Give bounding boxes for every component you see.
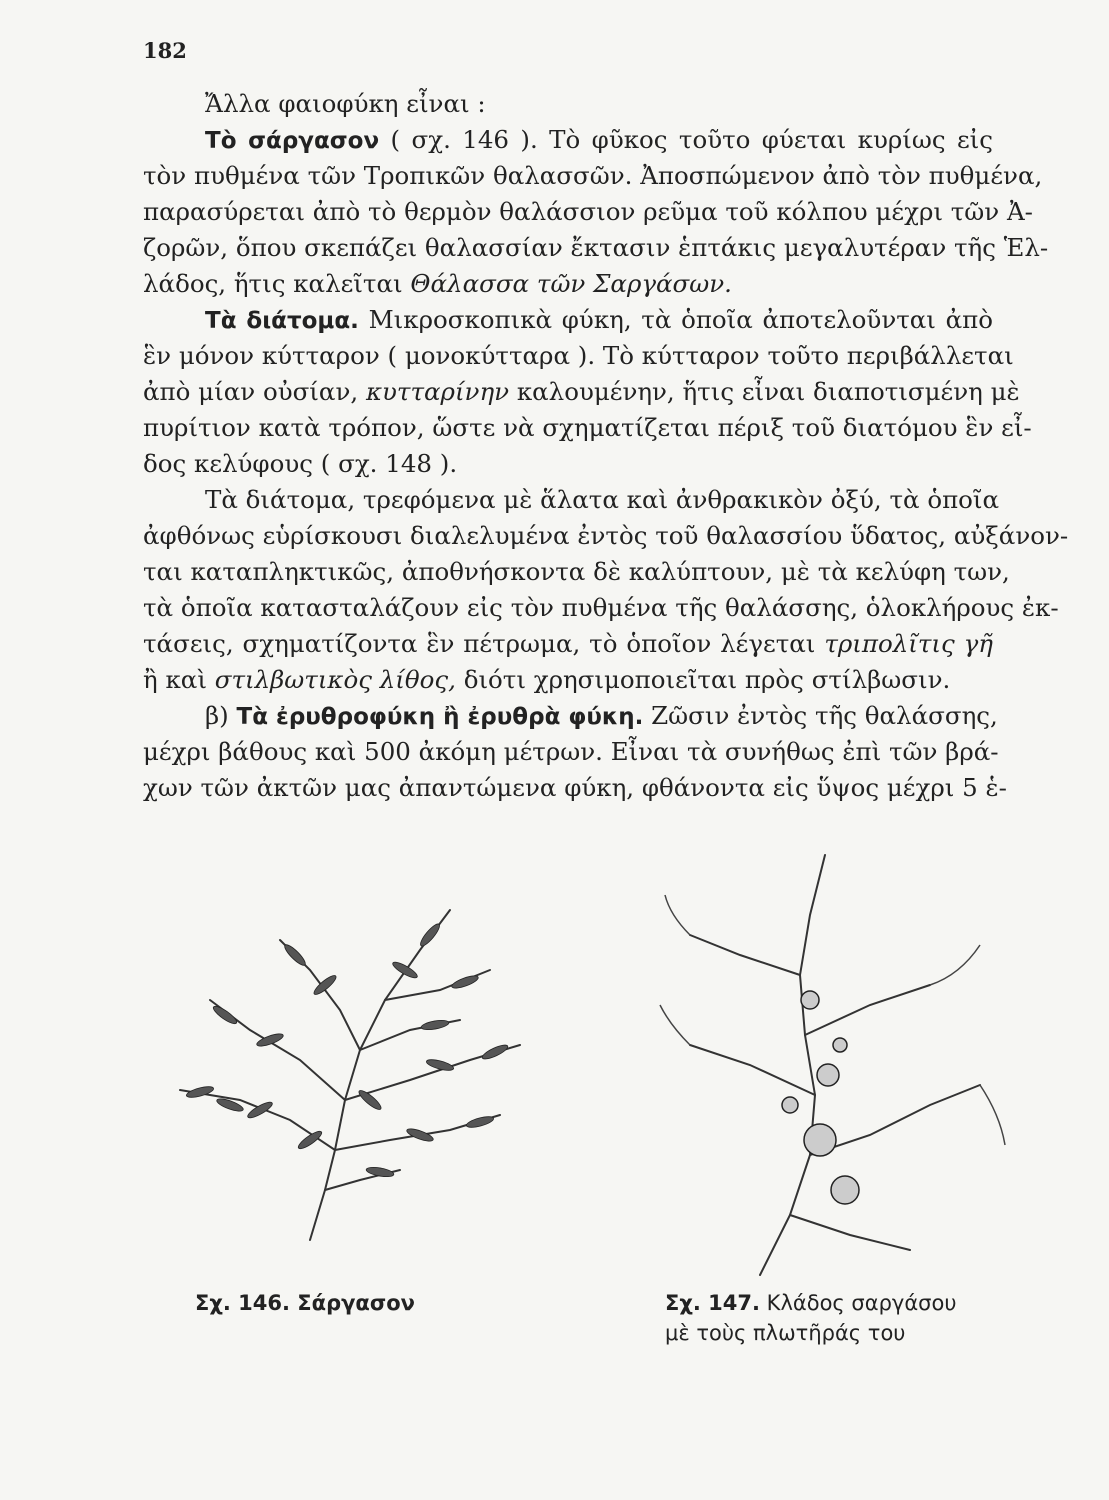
italic-term: Θάλασσα τῶν Σαργάσων. bbox=[410, 269, 732, 298]
figure-147-caption: Σχ. 147. Κλάδος σαργάσου μὲ τοὺς πλωτῆράς του bbox=[665, 1291, 957, 1345]
text-line: πυρίτιον κατὰ τρόπον, ὥστε νὰ σχηματίζεται πέριξ τοῦ διατόμου ἓν εἶ- bbox=[143, 413, 1032, 442]
text-line: μέχρι βάθους καὶ 500 ἀκόμη μέτρων. Εἶναι τὰ συνήθως ἐπὶ τῶν βρά- bbox=[143, 737, 999, 766]
text-line: β) Τὰ ἐρυθροφύκη ἢ ἐρυθρὰ φύκη. Ζῶσιν ἐντὸς τῆς θαλάσσης, bbox=[205, 701, 998, 730]
text-line: ζορῶν, ὅπου σκεπάζει θαλασσίαν ἔκτασιν ἑπτάκις μεγαλυτέραν τῆς Ἑλ- bbox=[143, 233, 1049, 262]
italic-term: τριπολῖτις γῆ bbox=[824, 629, 993, 658]
italic-term: στιλβωτικὸς λίθος, bbox=[214, 665, 456, 694]
text-line: Τὰ διάτομα, τρεφόμενα μὲ ἅλατα καὶ ἀνθρακικὸν ὀξύ, τὰ ὁποῖα bbox=[205, 485, 1000, 514]
figure-146-caption: Σχ. 146. Σάργασον bbox=[195, 1291, 415, 1315]
text-line: χων τῶν ἀκτῶν μας ἀπαντώμενα φύκη, φθάνοντα εἰς ὕψος μέχρι 5 ἑ- bbox=[143, 773, 1007, 802]
text-line: ἀπὸ μίαν οὐσίαν, κυτταρίνην καλουμένην, ἥτις εἶναι διαποτισμένη μὲ bbox=[143, 377, 1020, 406]
text-line: λάδος, ἥτις καλεῖται Θάλασσα τῶν Σαργάσων. bbox=[143, 269, 732, 298]
text-line: ται καταπληκτικῶς, ἀποθνήσκοντα δὲ καλύπτουν, μὲ τὰ κελύφη των, bbox=[143, 557, 1010, 586]
text-line: παρασύρεται ἀπὸ τὸ θερμὸν θαλάσσιον ρεῦμα τοῦ κόλπου μέχρι τῶν Ἀ- bbox=[143, 197, 1033, 226]
sargasso-branch-illustration bbox=[650, 835, 1010, 1285]
text-line: Τὸ σάργασον ( σχ. 146 ). Τὸ φῦκος τοῦτο φύεται κυρίως εἰς bbox=[205, 125, 993, 154]
text-line: τὰ ὁποῖα κατασταλάζουν εἰς τὸν πυθμένα τῆς θαλάσσης, ὁλοκλήρους ἐκ- bbox=[143, 593, 1059, 622]
page-number: 182 bbox=[143, 38, 187, 63]
term-sargasso: Τὸ σάργασον bbox=[205, 128, 380, 154]
text-line: ἀφθόνως εὑρίσκουσι διαλελυμένα ἐντὸς τοῦ θαλασσίου ὕδατος, αὐξάνον- bbox=[143, 521, 1069, 550]
italic-term: κυτταρίνην bbox=[365, 377, 510, 406]
text-line: ἢ καὶ στιλβωτικὸς λίθος, διότι χρησιμοποιεῖται πρὸς στίλβωσιν. bbox=[143, 665, 951, 694]
body-text bbox=[143, 86, 1069, 806]
sargasso-illustration bbox=[120, 860, 540, 1280]
text-line: τάσεις, σχηματίζοντα ἓν πέτρωμα, τὸ ὁποῖον λέγεται τριπολῖτις γῆ bbox=[143, 629, 993, 658]
text-line: δος κελύφους ( σχ. 148 ). bbox=[143, 449, 458, 478]
text-line: ἓν μόνον κύτταρον ( μονοκύτταρα ). Τὸ κύτταρον τοῦτο περιβάλλεται bbox=[143, 341, 1014, 370]
term-diatoms: Τὰ διάτομα. bbox=[205, 308, 359, 334]
text-line: Ἄλλα φαιοφύκη εἶναι : bbox=[205, 89, 486, 118]
text-line: τὸν πυθμένα τῶν Τροπικῶν θαλασσῶν. Ἀποσπώμενον ἀπὸ τὸν πυθμένα, bbox=[143, 161, 1043, 190]
text-line: Τὰ διάτομα. Μικροσκοπικὰ φύκη, τὰ ὁποῖα ἀποτελοῦνται ἀπὸ bbox=[205, 305, 993, 334]
term-red-algae: Τὰ ἐρυθροφύκη ἢ ἐρυθρὰ φύκη. bbox=[236, 704, 644, 730]
